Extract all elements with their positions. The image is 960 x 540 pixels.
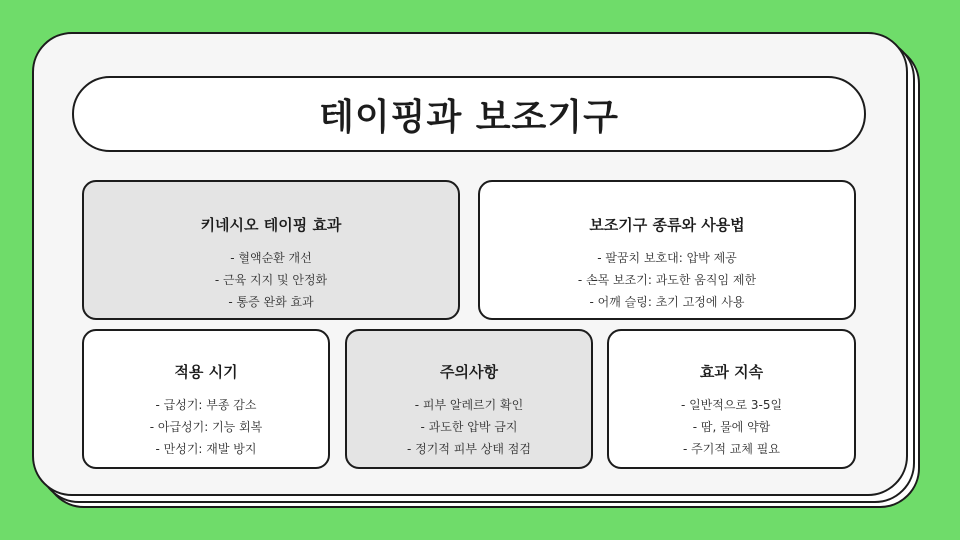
list-item: - 과도한 압박 금지 [420,420,518,434]
list-item: - 팔꿈치 보호대: 압박 제공 [597,251,737,265]
list-item: - 피부 알레르기 확인 [414,398,524,412]
list-item: - 통증 완화 효과 [228,295,314,309]
section-list [609,394,854,460]
section-heading: 보조기구 종류와 사용법 [589,216,745,234]
list-item: - 근육 지지 및 안정화 [214,273,328,287]
title-banner [72,76,866,152]
list-item: - 어깨 슬링: 초기 고정에 사용 [589,295,745,309]
list-item: - 손목 보조기: 과도한 움직임 제한 [577,273,757,287]
section-brace-types [478,180,856,320]
list-item: - 일반적으로 3-5일 [680,398,783,412]
section-list [347,394,591,460]
section-heading: 효과 지속 [699,363,764,381]
section-taping-effects [82,180,460,320]
page-title: 테이핑과 보조기구 [319,96,619,138]
section-list [480,247,854,313]
list-item: - 땀, 물에 약함 [692,420,771,434]
section-heading: 적용 시기 [174,363,238,381]
section-precautions [345,329,593,469]
list-item: - 만성기: 재발 방지 [155,442,257,456]
list-item: - 아급성기: 기능 회복 [149,420,263,434]
list-item: - 급성기: 부종 감소 [155,398,257,412]
section-application-timing [82,329,330,469]
section-effect-duration [607,329,856,469]
section-heading: 주의사항 [440,363,498,381]
section-list [84,247,458,313]
list-item: - 정기적 피부 상태 점검 [407,442,531,456]
section-heading: 키네시오 테이핑 효과 [200,216,342,234]
section-list [84,394,328,460]
list-item: - 혈액순환 개선 [230,251,312,265]
list-item: - 주기적 교체 필요 [683,442,780,456]
